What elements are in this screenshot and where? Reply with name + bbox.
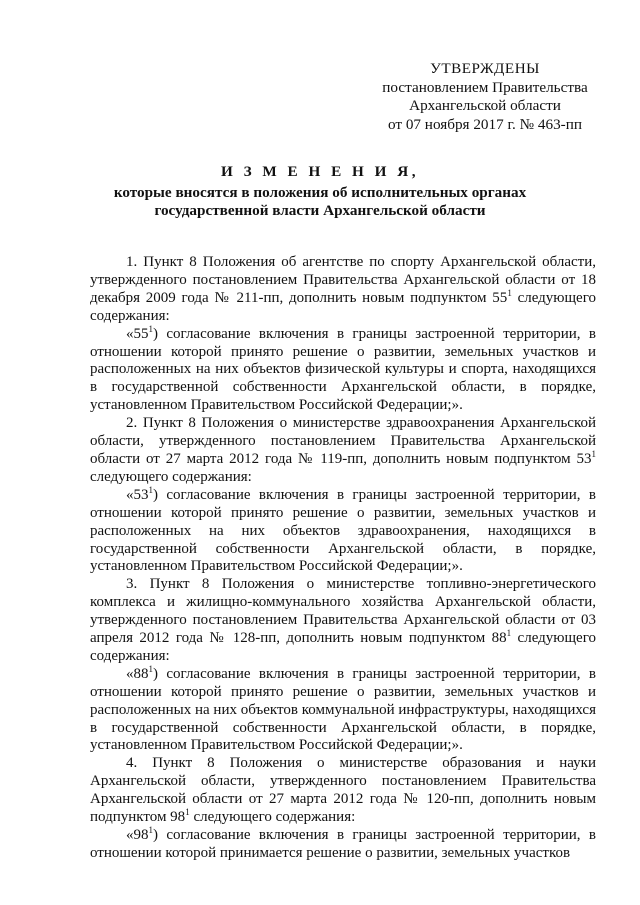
quote-text: ) согласование включения в границы застроенной территории, в отношении которой принимается решение о развитии, земельных участков [90, 827, 596, 861]
quoted-subpoint [90, 663, 596, 756]
amendment-paragraph [90, 415, 596, 487]
quoted-subpoint [90, 484, 596, 577]
quoted-subpoint [90, 827, 596, 863]
paragraph-text: 1. Пункт 8 Положения об агентстве по спорту Архангельской области, утвержденного постановлением Правительства Архангельской области от 18 декабря 2009 года № 211-пп, дополнить новым подпунктом 55 [90, 254, 596, 306]
approval-line: постановлением Правительства [382, 78, 588, 96]
superscript: 1 [148, 825, 153, 835]
superscript: 1 [148, 323, 153, 334]
paragraph-text: следующего содержания: [90, 289, 596, 324]
quote-number: «98 [126, 827, 149, 843]
paragraph-text: 2. Пункт 8 Положения о министерстве здравоохранения Архангельской области, утвержденного постановлением Правительства Архангельской области от 27 марта 2012 года № 119-пп, дополнить новым подпунктом 53 [90, 415, 596, 467]
amendment-paragraph [90, 755, 596, 827]
approval-title: УТВЕРЖДЕНЫ [430, 60, 540, 77]
quote-text: ) согласование включения в границы застроенной территории, в отношении которой принято решение о развитии, земельных участков и расположенных на них объектов коммунальной инфраструктуры, находящихся в государственной собственности Архангельской области, в порядке, установленном Правительством Российской Федерации;». [90, 665, 596, 754]
quoted-subpoint [90, 323, 596, 416]
paragraph-text: 4. Пункт 8 Положения о министерстве образования и науки Архангельской области, утвержденного постановлением Правительства Архангельской области от 27 марта 2012 года № 120-пп, дополнить новым подпунктом 98 [90, 755, 596, 826]
superscript: 1 [507, 287, 512, 298]
approval-block [360, 60, 610, 134]
document-body [90, 254, 596, 863]
amendment-paragraph [90, 254, 596, 326]
quote-text: ) согласование включения в границы застроенной территории, в отношении которой принято решение о развитии, земельных участков и расположенных на них объектов физической культуры и спорта, находящихся в государственной собственности Архангельской области, в порядке, установленном Правительством Российской Федерации;». [90, 325, 596, 414]
approval-line: Архангельской области [409, 97, 561, 115]
paragraph-text: следующего содержания: [90, 468, 252, 485]
quote-text: ) согласование включения в границы застроенной территории, в отношении которой принято решение о развитии, земельных участков и расположенных на них объектов здравоохранения, находящихся в государственной собственности Архангельской области, в порядке, установленном Правительством Российской Федерации;». [90, 486, 596, 575]
superscript: 1 [148, 663, 153, 674]
superscript: 1 [185, 807, 190, 818]
superscript: 1 [148, 484, 153, 495]
amendment-paragraph [90, 576, 596, 666]
paragraph-text: следующего содержания: [90, 630, 596, 664]
paragraph-text: следующего содержания: [189, 809, 356, 826]
document-heading [80, 163, 560, 221]
approval-line: от 07 ноября 2017 г. № 463-пп [388, 115, 582, 133]
heading-title: И З М Е Н Е Н И Я, [220, 163, 419, 180]
quote-number: «53 [126, 486, 149, 503]
quote-number: «55 [126, 325, 149, 342]
heading-subtitle-line: которые вносятся в положения об исполнительных органах [113, 183, 527, 201]
quote-number: «88 [126, 665, 149, 682]
heading-subtitle-line: государственной власти Архангельской области [154, 202, 486, 219]
superscript: 1 [506, 628, 512, 639]
paragraph-text: 3. Пункт 8 Положения о министерстве топливно-энергетического комплекса и жилищно-коммунального хозяйства Архангельской области, утвержденного постановлением Правительства Архангельской области от 03 апреля 2012 года № 128-пп, дополнить новым подпунктом 88 [90, 576, 596, 647]
superscript: 1 [591, 448, 596, 459]
